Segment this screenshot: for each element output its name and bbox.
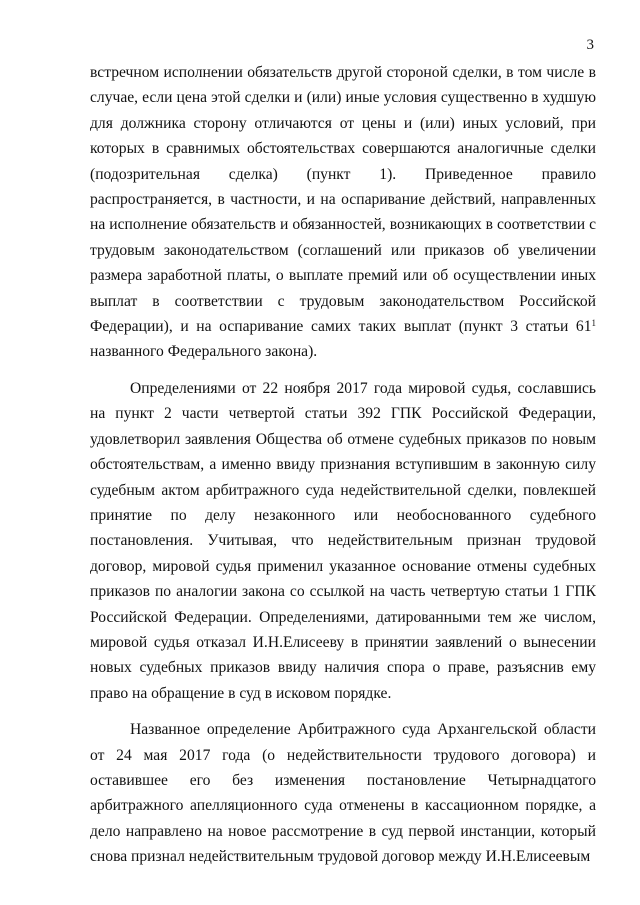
paragraph-gap xyxy=(90,365,596,376)
paragraph-1-superscript: 1 xyxy=(591,318,596,329)
document-body xyxy=(90,60,596,870)
paragraph-2: Определениями от 22 ноября 2017 года мировой судья, сославшись на пункт 2 части четвертой статьи 392 ГПК Российской Федерации, удовлетворил заявления Общества об отмене судебных приказов по новым обстоятельствам, а именно ввиду признания вступившим в законную силу судебным актом арбитражного суда недействительной сделки, повлекшей принятие по делу незаконного или необоснованного судебного постановления. Учитывая, что недействительным признан трудовой договор, мировой судья применил указанное основание отмены судебных приказов по аналогии закона со ссылкой на часть четвертую статьи 1 ГПК Российской Федерации. Определениями, датированными тем же числом, мировой судья отказал И.Н.Елисееву в принятии заявлений о вынесении новых судебных приказов ввиду наличия спора о праве, разъяснив ему право на обращение в суд в исковом порядке. xyxy=(90,379,596,702)
paragraph-1-text-end: названного Федерального закона). xyxy=(90,343,318,361)
page-number: 3 xyxy=(586,37,594,53)
paragraph-3: Названное определение Арбитражного суда Архангельской области от 24 мая 2017 года (о недействительности трудового договора) и оставившее его без изменения постановление Четырнадцатого арбитражного апелляционного суда отменены в кассационном порядке, а дело направлено на новое рассмотрение в суд первой инстанции, который снова признал недействительным трудовой договор между И.Н.Елисеевым xyxy=(90,721,596,866)
paragraph-1 xyxy=(90,60,596,365)
paragraph-gap xyxy=(90,706,596,717)
paragraph-1-text: встречном исполнении обязательств другой стороной сделки, в том числе в случае, если цена этой сделки и (или) иные условия существенно в худшую для должника сторону отличаются от цены и (или) иных условий, при которых в сравнимых обстоятельствах совершаются аналогичные сделки (подозрительная сделка) (пункт 1). Приведенное правило распространяется, в частности, и на оспаривание действий, направленных на исполнение обязательств и обязанностей, возникающих в соответствии с трудовым законодательством (соглашений или приказов об увеличении размера заработной платы, о выплате премий или об осуществлении иных выплат в соответствии с трудовым законодательством Российской Федерации), и на оспаривание самих таких выплат (пункт 3 статьи 61 xyxy=(90,64,596,336)
